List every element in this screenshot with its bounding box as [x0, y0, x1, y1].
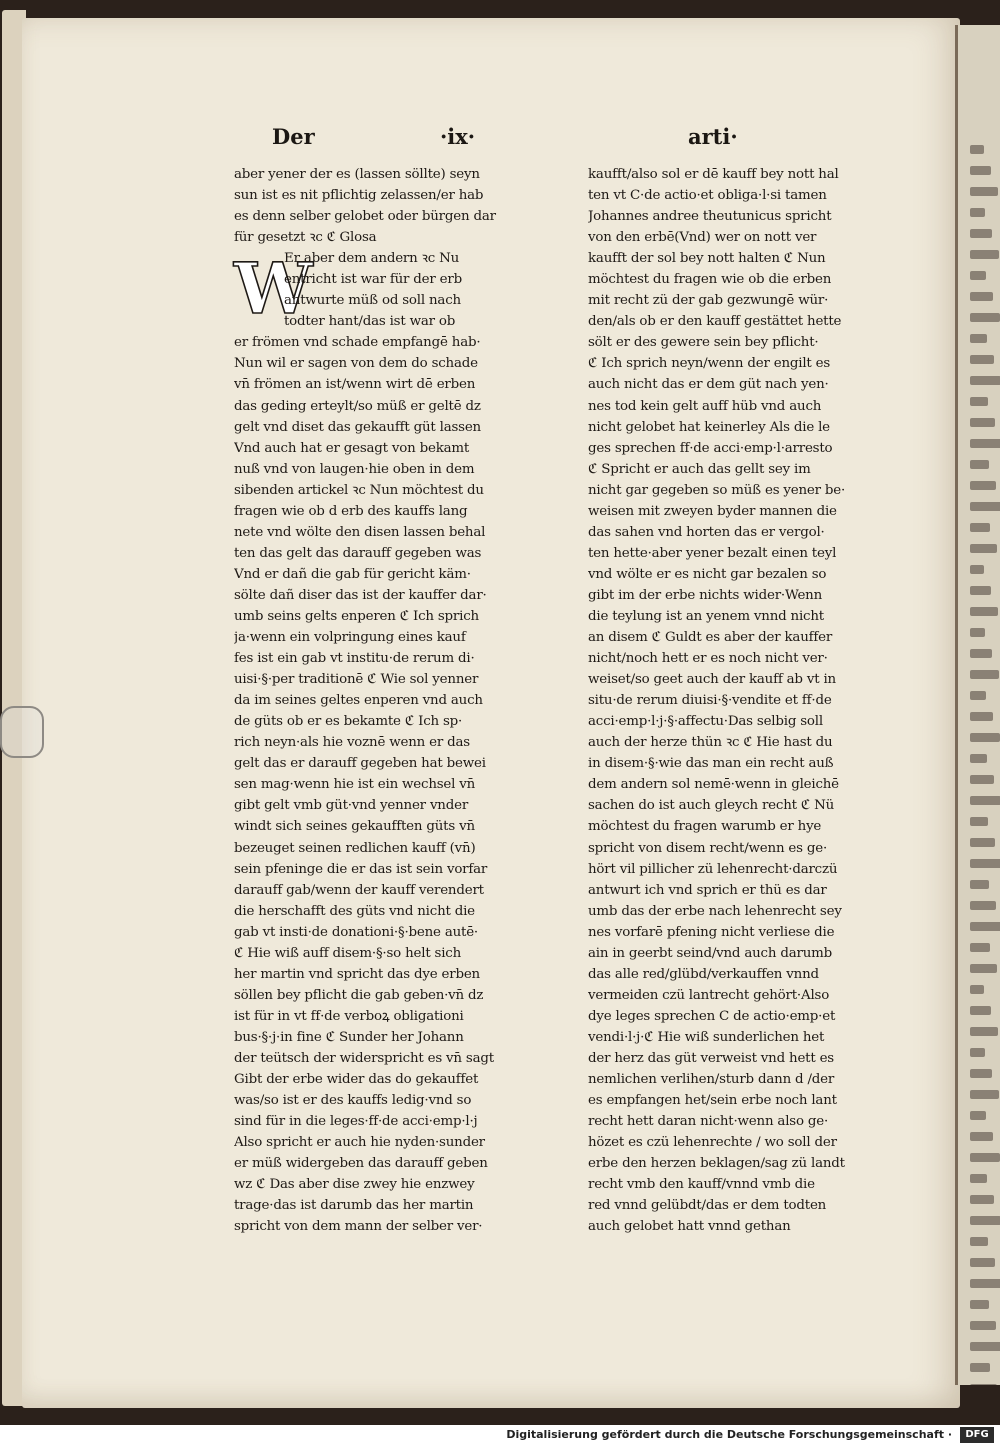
facing-page-text-stroke [970, 145, 984, 154]
facing-page-text-stroke [970, 376, 1000, 385]
facing-page-text-stroke [970, 565, 984, 574]
text-line: erbe den herzen beklagen/sag zü landt [588, 1156, 845, 1172]
text-line: situ·de rerum diuisi·§·vendite et ff·de [588, 693, 832, 709]
text-line: ja·wenn ein volpringung eines kauf [234, 630, 466, 646]
paper-clip [0, 706, 44, 758]
text-line: nuß vnd von laugen·hie oben in dem [234, 461, 475, 477]
text-line: ain in geerbt seind/vnd auch darumb [588, 945, 832, 961]
text-line: todter hant/das ist war ob [284, 314, 456, 330]
text-line: auch der herze thün ꝛc ℭ Hie hast du [588, 735, 833, 751]
text-line: hözet es czü lehenrechte / wo soll der [588, 1135, 837, 1151]
text-line: uisi·§·per traditionē ℭ Wie sol yenner [234, 672, 479, 688]
facing-page-text-stroke [970, 1027, 998, 1036]
text-line: ten vt C·de actio·et obliga·l·si tamen [588, 188, 827, 204]
text-line: darauff gab/wenn der kauff verendert [234, 882, 484, 898]
text-line: sun ist es nit pflichtig zelassen/er hab [234, 188, 484, 204]
text-line: vn̄ frömen an ist/wenn wirt dē erben [234, 377, 476, 393]
facing-page-text-stroke [970, 985, 984, 994]
text-line: da im seines geltes enperen vnd auch [234, 693, 483, 709]
facing-page-text-stroke [970, 1342, 1000, 1351]
text-line: nicht gelobet hat keinerley Als die le [588, 419, 830, 435]
text-line: er frömen vnd schade empfangē hab· [234, 335, 481, 351]
footer-credit: Digitalisierung gefördert durch die Deutsche Forschungsgemeinschaft · [506, 1428, 952, 1441]
facing-page-text-stroke [970, 439, 1000, 448]
text-line: der teütsch der widerspricht es vn̄ sagt [234, 1050, 494, 1066]
text-line: hört vil pillicher zü lehenrecht·darczü [588, 861, 838, 877]
text-line: nicht gar gegeben so müß es yener be· [588, 482, 846, 498]
facing-page-edge [955, 25, 1000, 1385]
initial-block [234, 248, 539, 332]
facing-page-text-stroke [970, 271, 986, 280]
text-line: ℭ Ich sprich neyn/wenn der engilt es [588, 356, 831, 372]
text-line: antwurt ich vnd sprich er thü es dar [588, 882, 827, 898]
facing-page-text-stroke [970, 943, 990, 952]
facing-page-text-stroke [970, 187, 998, 196]
text-line: rich neyn·als hie voznē wenn er das [234, 735, 470, 751]
text-line: in disem·§·wie das man ein recht auß [588, 756, 834, 772]
text-line: söllen bey pflicht die gab geben·vn̄ dz [234, 987, 484, 1003]
text-line: gibt gelt vmb güt·vnd yenner vnder [234, 798, 469, 814]
facing-page-text-stroke [970, 1090, 999, 1099]
facing-page-text-stroke [970, 1195, 994, 1204]
facing-page-text-stroke [970, 1069, 992, 1078]
facing-page-text-stroke [970, 1384, 997, 1385]
text-line: sölt er des gewere sein bey pflicht· [588, 335, 819, 351]
text-line: spricht von disem recht/wenn es ge· [588, 840, 828, 856]
text-line: es denn selber gelobet oder bürgen dar [234, 209, 496, 225]
text-line: das alle red/glübd/verkauffen vnnd [588, 966, 819, 982]
text-line: es empfangen het/sein erbe noch lant [588, 1093, 837, 1109]
text-line: red vnnd gelübdt/das er dem todten [588, 1198, 827, 1214]
facing-page-text-stroke [970, 607, 998, 616]
text-line: mit recht zü der gab gezwungē wür· [588, 293, 829, 309]
text-line: auch nicht das er dem güt nach yen· [588, 377, 829, 393]
text-line: sen mag·wenn hie ist ein wechsel vn̄ [234, 777, 476, 793]
facing-page-text-stroke [970, 838, 995, 847]
facing-page-text-stroke [970, 670, 999, 679]
text-line: das geding erteylt/so müß er geltē dz [234, 398, 481, 414]
text-line: vnd wölte er es nicht gar bezalen so [588, 566, 827, 582]
facing-page-text-stroke [970, 1300, 989, 1309]
text-line: entricht ist war für der erb [284, 272, 462, 288]
text-line: möchtest du fragen warumb er hye [588, 819, 822, 835]
text-line: Nun wil er sagen von dem do schade [234, 356, 478, 372]
facing-page-text-stroke [970, 1006, 991, 1015]
text-line: von den erbē(Vnd) wer on nott ver [588, 230, 817, 246]
text-line: sölte dañ diser das ist der kauffer dar· [234, 587, 487, 603]
text-line: sind für in die leges·ff·de acci·emp·l·j [234, 1114, 478, 1130]
facing-page-text-stroke [970, 859, 1000, 868]
facing-page-text-stroke [970, 880, 989, 889]
facing-page-text-stroke [970, 691, 986, 700]
facing-page-text-stroke [970, 628, 985, 637]
facing-page-text-stroke [970, 586, 991, 595]
text-line: ℭ Spricht er auch das gellt sey im [588, 461, 811, 477]
facing-page-text-stroke [970, 733, 1000, 742]
facing-page-text-stroke [970, 1363, 990, 1372]
text-line: der herz das güt verweist vnd hett es [588, 1050, 834, 1066]
text-line: was/so ist er des kauffs ledig·vnd so [234, 1093, 472, 1109]
text-line: ten das gelt das darauff gegeben was [234, 545, 482, 561]
facing-page-text-stroke [970, 1258, 995, 1267]
text-line: bezeuget seinen redlichen kauff (vn̄) [234, 840, 476, 856]
text-line: kaufft/also sol er dē kauff bey nott hal [588, 167, 839, 182]
dfg-logo: DFG [960, 1427, 994, 1443]
text-line: Vnd er dañ die gab für gericht käm· [234, 566, 471, 582]
text-line: aber yener der es (lassen söllte) seyn [234, 167, 480, 182]
text-line: wz ℭ Das aber dise zwey hie enzwey [234, 1177, 475, 1193]
facing-page-text-stroke [970, 250, 999, 259]
text-line: windt sich seines gekaufften güts vn̄ [234, 819, 475, 835]
text-line: bus·§·j·in fine ℭ Sunder her Johann [234, 1029, 464, 1045]
text-line: umb seins gelts enperen ℭ Ich sprich [234, 608, 479, 624]
facing-page-text-stroke [970, 964, 997, 973]
text-line: auch gelobet hatt vnnd gethan [588, 1219, 791, 1235]
facing-page-text-stroke [970, 775, 994, 784]
facing-page-text-stroke [970, 1111, 986, 1120]
text-line: acci·emp·l·j·§·affectu·Das selbig soll [588, 714, 823, 730]
facing-page-text-stroke [970, 817, 988, 826]
text-line: an disem ℭ Guldt es aber der kauffer [588, 630, 833, 646]
text-line: er müß widergeben das darauff geben [234, 1156, 488, 1172]
text-line: möchtest du fragen wie ob die erben [588, 272, 832, 288]
running-head-right: arti· [688, 124, 738, 149]
text-line: fes ist ein gab vt institu·de rerum di· [234, 651, 475, 667]
facing-page-text-stroke [970, 712, 993, 721]
text-line: Er aber dem andern ꝛc Nu [284, 251, 460, 267]
text-line: Also spricht er auch hie nyden·sunder [234, 1135, 485, 1151]
text-line: kaufft der sol bey nott halten ℭ Nun [588, 251, 826, 267]
text-line: spricht von dem mann der selber ver· [234, 1219, 483, 1235]
text-line: gelt das er darauff gegeben hat bewei [234, 756, 486, 772]
text-line: Gibt der erbe wider das do gekauffet [234, 1072, 479, 1088]
facing-page-text-stroke [970, 502, 1000, 511]
text-line: trage·das ist darumb das her martin [234, 1198, 474, 1214]
facing-page-text-stroke [970, 754, 987, 763]
text-line: recht vmb den kauff/vnnd vmb die [588, 1177, 815, 1193]
facing-page-text-stroke [970, 1048, 985, 1057]
facing-page-text-stroke [970, 313, 1000, 322]
text-line: nemlichen verlihen/sturb dann d /der [588, 1072, 835, 1088]
text-line: gab vt insti·de donationi·§·bene autē· [234, 924, 478, 940]
text-line: ges sprechen ff·de acci·emp·l·arresto [588, 440, 833, 456]
text-line: de güts ob er es bekamte ℭ Ich sp· [234, 714, 463, 730]
text-line: nes vorfarē pfening nicht verliese die [588, 924, 835, 940]
facing-page-text-stroke [970, 460, 989, 469]
facing-page-text-stroke [970, 1132, 993, 1141]
facing-page-text-stroke [970, 523, 990, 532]
facing-page-text-stroke [970, 1279, 1000, 1288]
facing-page-text-stroke [970, 922, 1000, 931]
facing-page-text-stroke [970, 1174, 987, 1183]
facing-page-text-stroke [970, 1216, 1000, 1225]
text-line: sachen do ist auch gleych recht ℭ Nü [588, 798, 835, 814]
facing-page-text-stroke [970, 229, 992, 238]
text-line: die herschafft des güts vnd nicht die [234, 903, 475, 919]
text-line: sibenden artickel ꝛc Nun möchtest du [234, 482, 484, 498]
text-line: gelt vnd diset das gekaufft güt lassen [234, 419, 481, 435]
text-line: umb das der erbe nach lehenrecht sey [588, 903, 842, 919]
facing-page-text-stroke [970, 649, 992, 658]
facing-page-text-stroke [970, 481, 996, 490]
running-head-chapter: ·ix· [440, 124, 476, 149]
facing-page-text-stroke [970, 355, 994, 364]
text-line: nete vnd wölte den disen lassen behal [234, 524, 486, 540]
footer-bar [0, 1425, 1000, 1446]
left-text-column [234, 164, 539, 1237]
facing-page-text-stroke [970, 208, 985, 217]
text-line: ten hette·aber yener bezalt einen teyl [588, 545, 837, 561]
right-text-column [588, 164, 888, 1237]
facing-page-text-stroke [970, 397, 988, 406]
text-line: vermeiden czü lantrecht gehört·Also [588, 987, 830, 1003]
text-line: sein pfeninge die er das ist sein vorfar [234, 861, 488, 877]
facing-page-text-stroke [970, 544, 997, 553]
facing-page-text-stroke [970, 1237, 988, 1246]
text-line: ist für in vt ff·de verboꝝ obligationi [234, 1008, 464, 1024]
text-line: weisen mit zweyen byder mannen die [588, 503, 837, 519]
facing-page-text-stroke [970, 1321, 996, 1330]
text-line: die teylung ist an yenem vnnd nicht [588, 608, 824, 624]
text-line: dem andern sol nemē·wenn in gleichē [588, 777, 839, 793]
text-line: ℭ Hie wiß auff disem·§·so helt sich [234, 945, 462, 961]
facing-page-text-stroke [970, 418, 995, 427]
text-line: Johannes andree theutunicus spricht [588, 209, 832, 225]
facing-page-text-stroke [970, 292, 993, 301]
text-line: weiset/so geet auch der kauff ab vt in [588, 672, 836, 688]
text-line: das sahen vnd horten das er vergol· [588, 524, 825, 540]
decorated-initial: W [234, 247, 313, 331]
text-line: gibt im der erbe nichts wider·Wenn [588, 587, 823, 603]
text-line: her martin vnd spricht das dye erben [234, 966, 480, 982]
text-line: antwurte müß od soll nach [284, 293, 461, 309]
text-line: den/als ob er den kauff gestättet hette [588, 314, 842, 330]
text-line: Vnd auch hat er gesagt von bekamt [234, 440, 470, 456]
facing-page-text-stroke [970, 796, 1000, 805]
text-line: recht hett daran nicht·wenn also ge· [588, 1114, 829, 1130]
text-line: dye leges sprechen C de actio·emp·et [588, 1008, 836, 1024]
facing-page-text-stroke [970, 1153, 1000, 1162]
text-line: vendi·l·j·ℭ Hie wiß sunderlichen het [588, 1029, 825, 1045]
running-head-left: Der [272, 124, 315, 149]
text-line: für gesetzt ꝛc ℭ Glosa [234, 230, 377, 246]
text-line: nes tod kein gelt auff hüb vnd auch [588, 398, 822, 414]
facing-page-text-stroke [970, 901, 996, 910]
facing-page-text-stroke [970, 166, 991, 175]
facing-page-text-stroke [970, 334, 987, 343]
text-line: nicht/noch hett er es noch nicht ver· [588, 651, 828, 667]
text-line: fragen wie ob d erb des kauffs lang [234, 503, 468, 519]
